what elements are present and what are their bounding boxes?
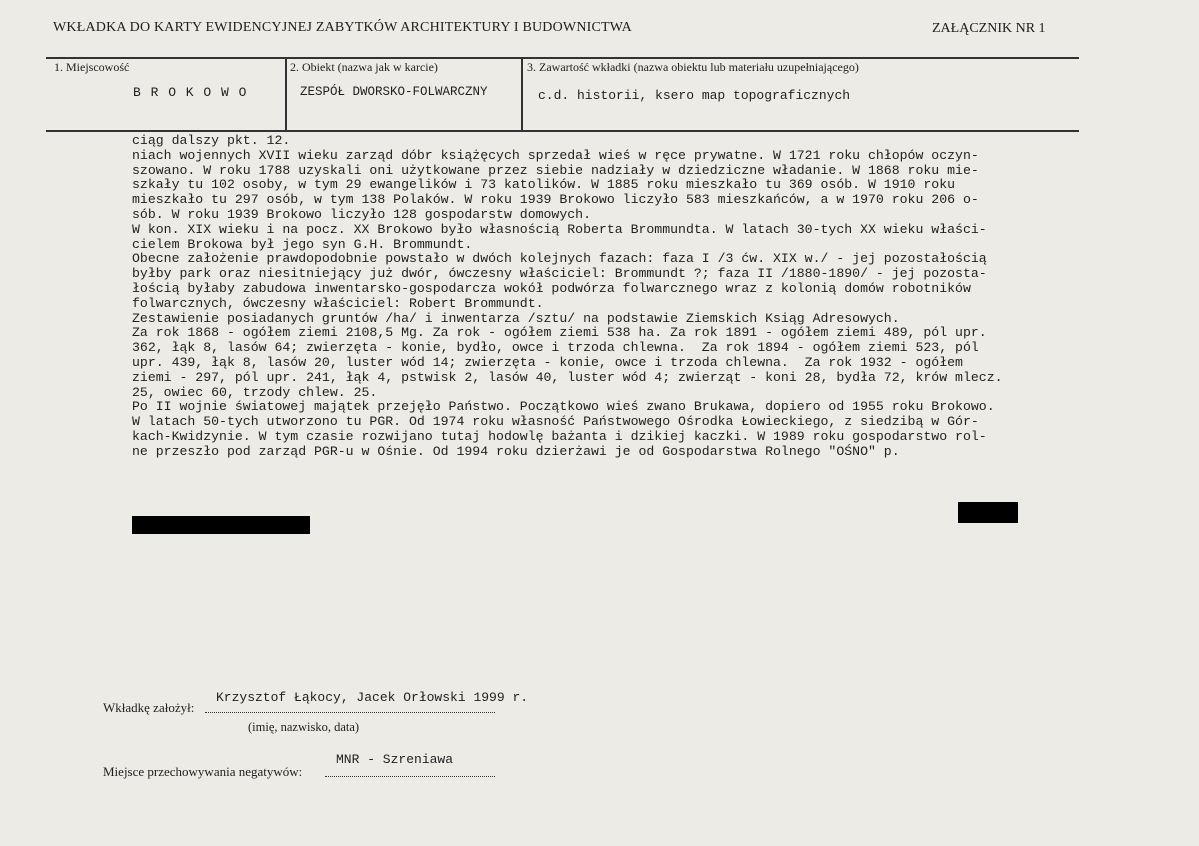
history-line: łością byłaby zabudowa inwentarsko-gospodarcza wokół podwórza folwarcznego wraz z kolonią domów robotników [132,280,971,296]
columns-bottom-rule [46,130,1079,132]
history-text [132,134,1003,460]
column-divider-2 [521,57,523,131]
author-label: Wkładkę założył: [103,700,195,715]
author-caption: (imię, nazwisko, data) [248,720,360,734]
history-line: upr. 439, łąk 8, lasów 20, luster wód 14; zwierzęta - konie, owce i trzoda chlewna. Za rok 1932 - ogółem [132,354,963,370]
history-line: 25, owiec 60, trzody chlew. 25. [132,384,378,400]
history-line: W kon. XIX wieku i na pocz. XX Brokowo było własnością Roberta Brommundta. W latach 30-tych XX wieku właści- [132,221,987,237]
history-line: szowano. W roku 1788 uzyskali oni użytkowane przez siebie nadziały w dziedziczne władanie. W 1868 roku mie- [132,162,979,178]
history-line: Obecne założenie prawdopodobnie powstało w dwóch kolejnych fazach: faza I /3 ćw. XIX w./ - jej pozostałością [132,251,987,267]
history-line: sób. W roku 1939 Brokowo liczyło 128 gospodarstw domowych. [132,206,591,222]
history-line: 362, łąk 8, lasów 64; zwierzęta - konie, bydło, owce i trzoda chlewna. Za rok 1894 - ogółem ziemi 523, pól [132,340,979,356]
annex-label: ZAŁĄCZNIK NR 1 [932,21,1046,36]
history-line: kach-Kwidzynie. W tym czasie rozwijano tutaj hodowlę bażanta i dzikiej kaczki. W 1989 roku gospodarstwo rol- [132,428,987,444]
top-rule [46,57,1079,59]
storage-label: Miejsce przechowywania negatywów: [103,764,303,779]
history-line: ne przeszło pod zarząd PGR-u w Ośnie. Od 1994 roku dzierżawi je od Gospodarstwa Rolnego "OŚNO" p. [132,443,900,459]
history-line: byłby park oraz niesitniejący już dwór, ówczesny właściciel: Brommundt ?; faza II /1880-1890/ - jej pozosta- [132,266,987,282]
object-label: 2. Obiekt (nazwa jak w karcie) [290,60,438,74]
author-value: Krzysztof Łąkocy, Jacek Orłowski 1999 r. [216,690,529,705]
object-value: ZESPÓŁ DWORSKO-FOLWARCZNY [300,85,488,99]
storage-value: MNR - Szreniawa [336,752,454,767]
history-line: Za rok 1868 - ogółem ziemi 2108,5 Mg. Za rok - ogółem ziemi 538 ha. Za rok 1891 - ogółem ziemi 489, pól upr. [132,325,987,341]
storage-dotted-line [325,776,495,777]
history-line: cielem Brokowa był jego syn G.H. Brommundt. [132,236,473,252]
redaction-block-next-line [132,516,310,534]
author-dotted-line [205,712,495,713]
history-line: ziemi - 297, pól upr. 241, łąk 4, pstwisk 2, lasów 40, luster wód 4; zwierząt - koni 28, bydła 72, krów mlecz. [132,369,1003,385]
locality-label: 1. Miejscowość [54,60,130,74]
contents-label: 3. Zawartość wkładki (nazwa obiektu lub materiału uzupełniającego) [527,60,859,74]
history-line: szkały tu 102 osoby, w tym 29 ewangelików i 73 katolików. W 1885 roku mieszkało tu 369 osób. W 1910 roku [132,177,956,193]
history-line: mieszkało tu 297 osób, w tym 138 Polaków. W roku 1939 Brokowo liczyło 583 mieszkańców, a w 1970 roku 206 o- [132,192,979,208]
history-line: folwarcznych, ówczesny właściciel: Robert Brommundt. [132,295,544,311]
form-title: WKŁADKA DO KARTY EWIDENCYJNEJ ZABYTKÓW ARCHITEKTURY I BUDOWNICTWA [53,20,632,35]
column-divider-1 [285,57,287,131]
redaction-block-end-of-line [958,502,1018,523]
history-line: niach wojennych XVII wieku zarząd dóbr książęcych sprzedał wieś w ręce prywatne. W 1721 roku chłopów oczyn- [132,147,979,163]
history-line: ciąg dalszy pkt. 12. [132,133,291,148]
history-line: Zestawienie posiadanych gruntów /ha/ i inwentarza /sztu/ na podstawie Ziemskich Ksiąg Adresowych. [132,310,900,326]
history-line: Po II wojnie światowej majątek przejęło Państwo. Początkowo wieś zwano Brukawa, dopiero od 1955 roku Brokowo. [132,399,995,415]
contents-value: c.d. historii, ksero map topograficznych [538,88,851,103]
locality-value: B R O K O W O [133,85,248,100]
history-line: W latach 50-tych utworzono tu PGR. Od 1974 roku własność Państwowego Ośrodka Łowieckiego, z siedzibą w Gór- [132,414,979,430]
